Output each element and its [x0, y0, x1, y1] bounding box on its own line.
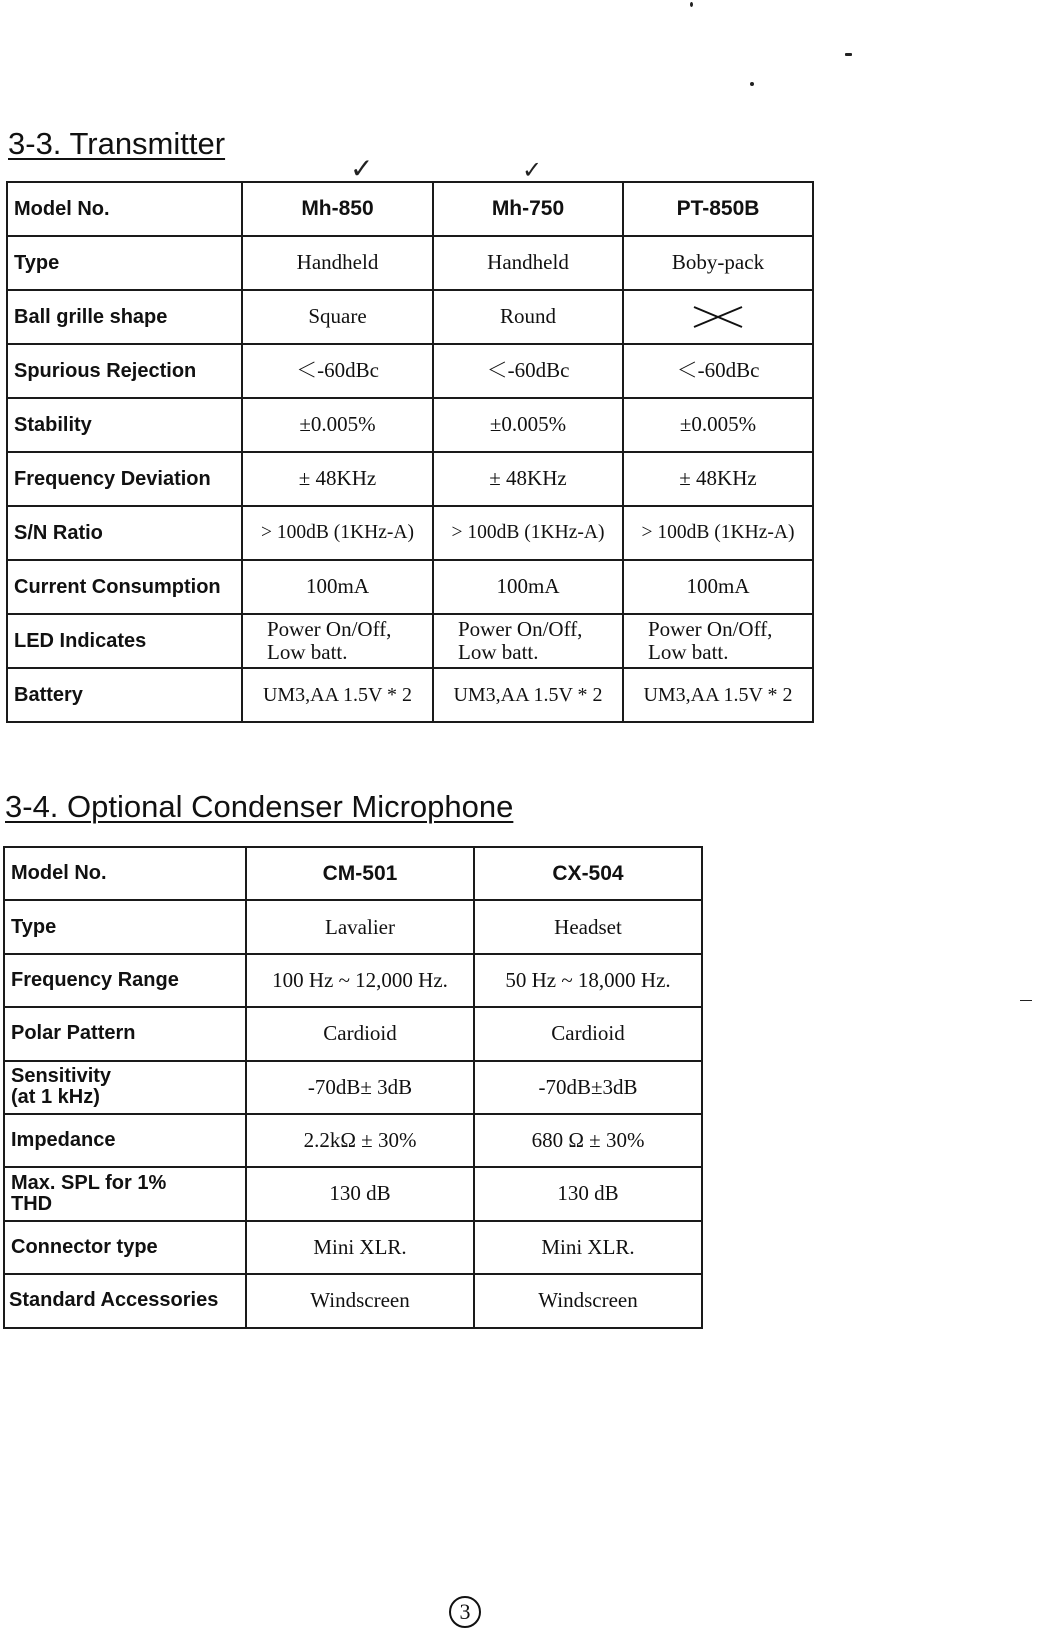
cell-value: Headset: [474, 900, 702, 953]
table-row: [4, 1114, 702, 1167]
cell-value: 100 Hz ~ 12,000 Hz.: [246, 954, 474, 1007]
cell-value: Handheld: [433, 236, 623, 290]
model-header: Mh-850: [242, 182, 433, 236]
cell-value: 50 Hz ~ 18,000 Hz.: [474, 954, 702, 1007]
label-line: (at 1 kHz): [11, 1086, 100, 1109]
cell-value: -70dB± 3dB: [246, 1061, 474, 1114]
cell-value: Round: [433, 290, 623, 344]
row-label: Spurious Rejection: [7, 344, 242, 398]
cell-value: Lavalier: [246, 900, 474, 953]
cell-value: UM3,AA 1.5V * 2: [623, 668, 813, 722]
cell-value: ＜-60dBc: [623, 344, 813, 398]
table-row: [7, 668, 813, 722]
label-line: Sensitivity: [11, 1065, 112, 1088]
cell-value: 100mA: [433, 560, 623, 614]
cell-value: ±0.005%: [623, 398, 813, 452]
cell-value: 130 dB: [246, 1167, 474, 1220]
cell-value: -70dB±3dB: [474, 1061, 702, 1114]
cell-value: Windscreen: [474, 1274, 702, 1327]
cell-value: Cardioid: [474, 1007, 702, 1060]
table-row: [7, 398, 813, 452]
table-row: [4, 900, 702, 953]
row-label: Battery: [7, 668, 242, 722]
row-label: [4, 1167, 246, 1220]
cell-value: 100mA: [623, 560, 813, 614]
scan-speck: [690, 2, 693, 7]
cell-value: [433, 614, 623, 668]
cell-value: ±0.005%: [433, 398, 623, 452]
table-row: [4, 954, 702, 1007]
table-row: [4, 1061, 702, 1114]
row-label: Type: [7, 236, 242, 290]
row-label: [4, 1061, 246, 1114]
cell-value: ＜-60dBc: [433, 344, 623, 398]
cell-line: Low batt.: [267, 640, 348, 664]
cell-line: Low batt.: [648, 640, 729, 664]
table-row: [4, 1274, 702, 1327]
model-header: CM-501: [246, 847, 474, 900]
cell-value: ± 48KHz: [433, 452, 623, 506]
table-row: [7, 290, 813, 344]
header-label: Model No.: [4, 847, 246, 900]
model-header: CX-504: [474, 847, 702, 900]
cell-value: 680 Ω ± 30%: [474, 1114, 702, 1167]
microphone-spec-table: [3, 846, 703, 1329]
model-header: Mh-750: [433, 182, 623, 236]
row-label: Standard Accessories: [4, 1274, 246, 1327]
cell-value: 130 dB: [474, 1167, 702, 1220]
table-row: [4, 1221, 702, 1274]
cell-value: Cardioid: [246, 1007, 474, 1060]
cell-value: UM3,AA 1.5V * 2: [242, 668, 433, 722]
table-row: [7, 344, 813, 398]
scan-speck: [1020, 1000, 1032, 1001]
table-row: [7, 614, 813, 668]
page-number: 3: [449, 1596, 481, 1628]
handwritten-checkmark: ✓: [350, 152, 374, 185]
not-applicable-cell: [623, 290, 813, 344]
row-label: Frequency Range: [4, 954, 246, 1007]
table-row: [7, 506, 813, 560]
cell-value: Boby-pack: [623, 236, 813, 290]
table-row: [7, 236, 813, 290]
cell-line: Power On/Off,: [267, 616, 392, 641]
row-label: Impedance: [4, 1114, 246, 1167]
cell-value: > 100dB (1KHz-A): [623, 506, 813, 560]
table-header-row: [4, 847, 702, 900]
cell-value: Windscreen: [246, 1274, 474, 1327]
cell-value: Square: [242, 290, 433, 344]
cell-value: Mini XLR.: [246, 1221, 474, 1274]
label-line: THD: [11, 1193, 53, 1216]
row-label: Current Consumption: [7, 560, 242, 614]
row-label: S/N Ratio: [7, 506, 242, 560]
cell-line: Low batt.: [458, 640, 539, 664]
cell-value: 100mA: [242, 560, 433, 614]
cell-line: Power On/Off,: [648, 616, 773, 641]
transmitter-spec-table: [6, 181, 814, 723]
section-title-transmitter: 3-3. Transmitter: [8, 126, 226, 161]
table-header-row: [7, 182, 813, 236]
row-label: Frequency Deviation: [7, 452, 242, 506]
table-row: [4, 1007, 702, 1060]
cell-value: Handheld: [242, 236, 433, 290]
cell-value: ＜-60dBc: [242, 344, 433, 398]
cross-mark-icon: [691, 303, 745, 331]
cell-value: [623, 614, 813, 668]
row-label: Ball grille shape: [7, 290, 242, 344]
table-row: [7, 452, 813, 506]
row-label: LED Indicates: [7, 614, 242, 668]
header-label: Model No.: [7, 182, 242, 236]
cell-value: 2.2kΩ ± 30%: [246, 1114, 474, 1167]
row-label: Stability: [7, 398, 242, 452]
scan-speck: [750, 82, 754, 86]
table-row: [7, 560, 813, 614]
cell-line: Power On/Off,: [458, 616, 583, 641]
cell-value: Mini XLR.: [474, 1221, 702, 1274]
table-row: [4, 1167, 702, 1220]
cell-value: ± 48KHz: [242, 452, 433, 506]
scan-speck: [845, 53, 852, 56]
cell-value: ±0.005%: [242, 398, 433, 452]
section-title-microphone: 3-4. Optional Condenser Microphone: [5, 789, 514, 824]
row-label: Polar Pattern: [4, 1007, 246, 1060]
row-label: Connector type: [4, 1221, 246, 1274]
handwritten-checkmark: ✓: [522, 156, 543, 184]
cell-value: > 100dB (1KHz-A): [433, 506, 623, 560]
model-header: PT-850B: [623, 182, 813, 236]
cell-value: [242, 614, 433, 668]
cell-value: UM3,AA 1.5V * 2: [433, 668, 623, 722]
cell-value: ± 48KHz: [623, 452, 813, 506]
label-line: Max. SPL for 1%: [11, 1172, 167, 1195]
cell-value: > 100dB (1KHz-A): [242, 506, 433, 560]
row-label: Type: [4, 900, 246, 953]
